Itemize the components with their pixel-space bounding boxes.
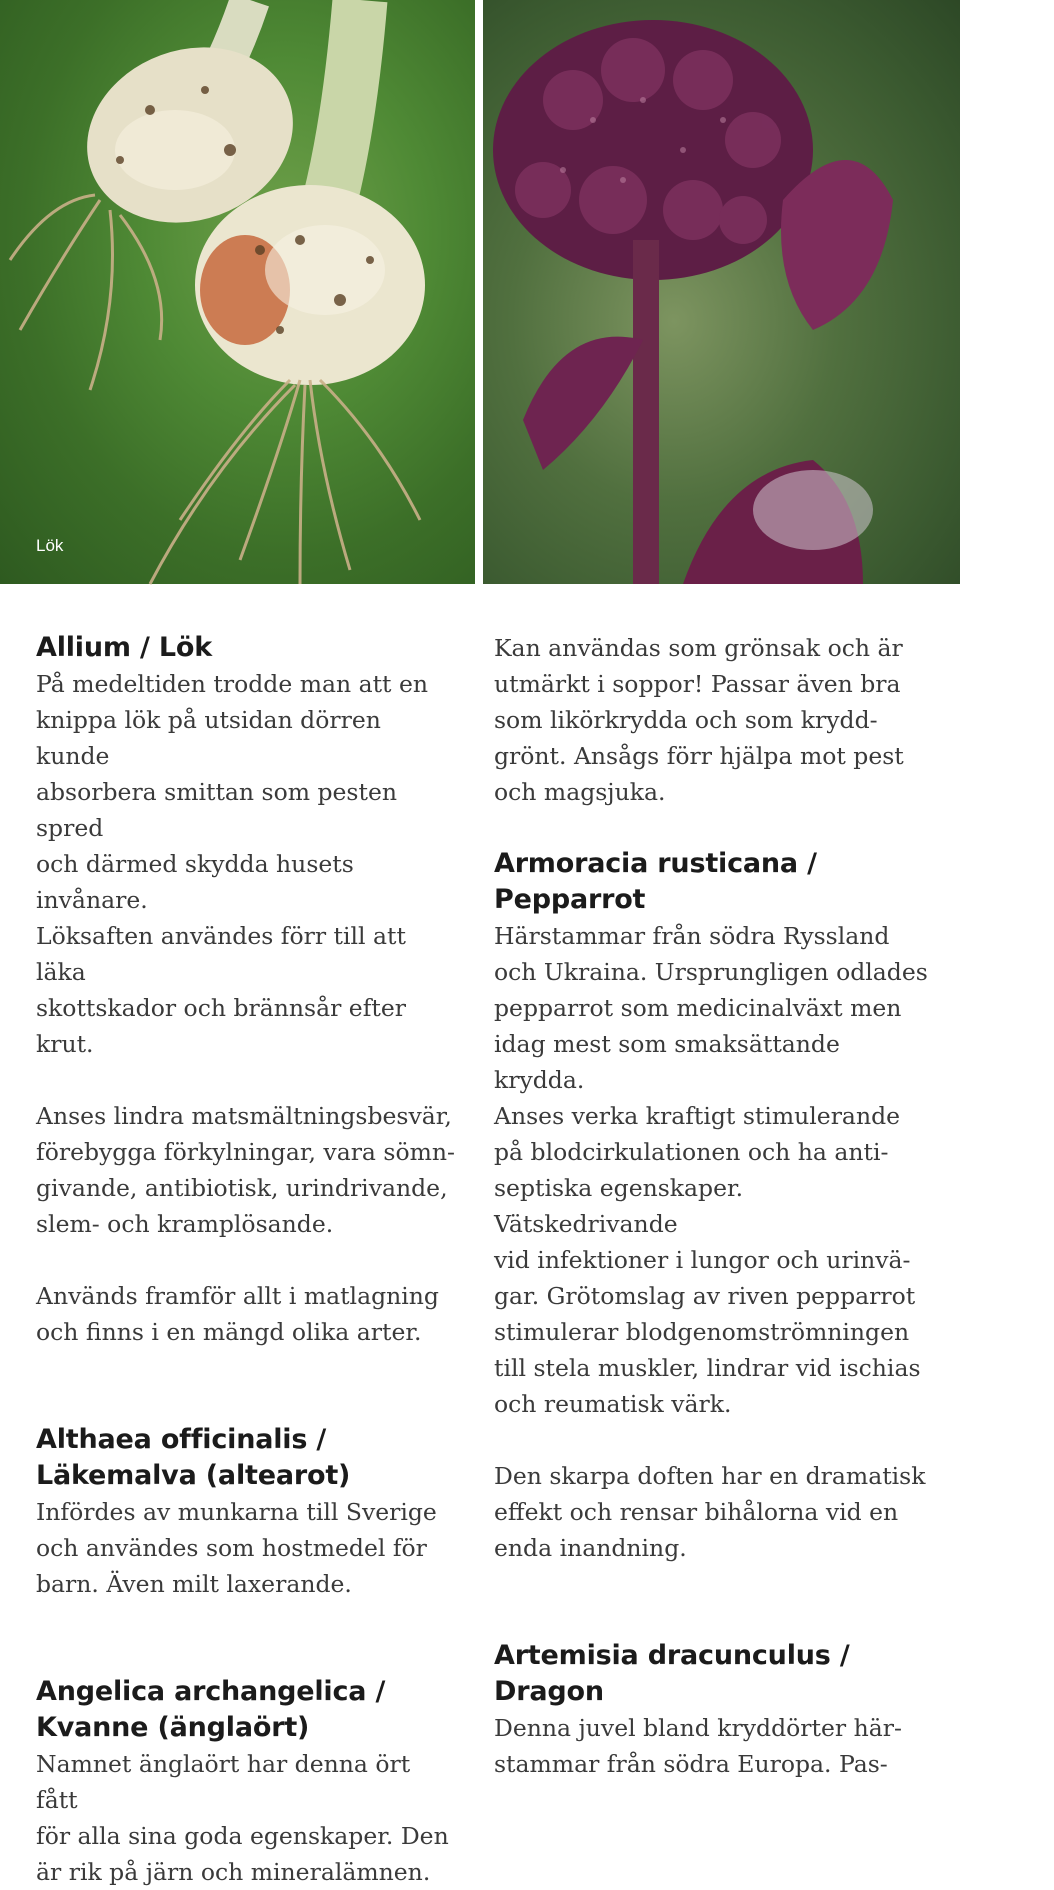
section-heading-armoracia: Armoracia rusticana / Pepparrot	[494, 848, 817, 915]
onion-illustration	[0, 0, 475, 584]
paragraph-armoracia: Härstammar från södra Ryssland och Ukraina. Ursprungligen odlades pepparrot som medicinalväxt men idag mest som smaksättande krydda. Anses verka kraftigt stimulerande på blodcirkulationen och ha anti- septiska egenskaper. Vätskedrivande vid infektioner i lungor och urinvä- gar. Grötomslag av riven pepparrot stimulerar blodgenomströmningen till stela muskler, lindrar vid ischias och reumatisk värk.	[494, 922, 928, 1418]
paragraph-allium-effects: Anses lindra matsmältningsbesvär, förebygga förkylningar, vara sömn- givande, antibiotisk, urindrivande, slem- och kramplösande.	[36, 1102, 455, 1238]
section-heading-althaea: Althaea officinalis / Läkemalva (altearot)	[36, 1424, 351, 1491]
photo-caption-kvanne: Kvanne	[996, 536, 1054, 555]
onion-photo	[0, 0, 475, 584]
section-heading-angelica: Angelica archangelica / Kvanne (änglaört)	[36, 1676, 386, 1743]
section-heading-allium: Allium / Lök	[36, 632, 212, 663]
paragraph-armoracia-scent: Den skarpa doften har en dramatisk effekt och rensar bihålorna vid en enda inandning.	[494, 1462, 926, 1562]
angelica-illustration	[483, 0, 960, 584]
paragraph-allium-history: På medeltiden trodde man att en knippa lök på utsidan dörren kunde absorbera smittan som pesten spred och därmed skydda husets invånare. Löksaften användes förr till att läka skottskador och brännsår efter krut.	[36, 670, 429, 1058]
angelica-photo	[483, 0, 1054, 584]
section-heading-artemisia: Artemisia dracunculus / Dragon	[494, 1640, 850, 1707]
paragraph-angelica: Namnet änglaört har denna ört fått för alla sina goda egenskaper. Den är rik på järn och mineralämnen.	[36, 1750, 449, 1886]
paragraph-allium-usage: Används framför allt i matlagning och finns i en mängd olika arter.	[36, 1282, 439, 1346]
paragraph-artemisia: Denna juvel bland kryddörter här- stammar från södra Europa. Pas-	[494, 1714, 902, 1778]
paragraph-althaea: Infördes av munkarna till Sverige och användes som hostmedel för barn. Även milt laxerande.	[36, 1498, 437, 1598]
left-text-column	[36, 630, 456, 1890]
paragraph-angelica-continued: Kan användas som grönsak och är utmärkt i soppor! Passar även bra som likörkrydda och som krydd- grönt. Ansågs förr hjälpa mot pest och magsjuka.	[494, 634, 904, 806]
right-text-column	[494, 630, 930, 1782]
photo-caption-lok: Lök	[36, 536, 64, 555]
